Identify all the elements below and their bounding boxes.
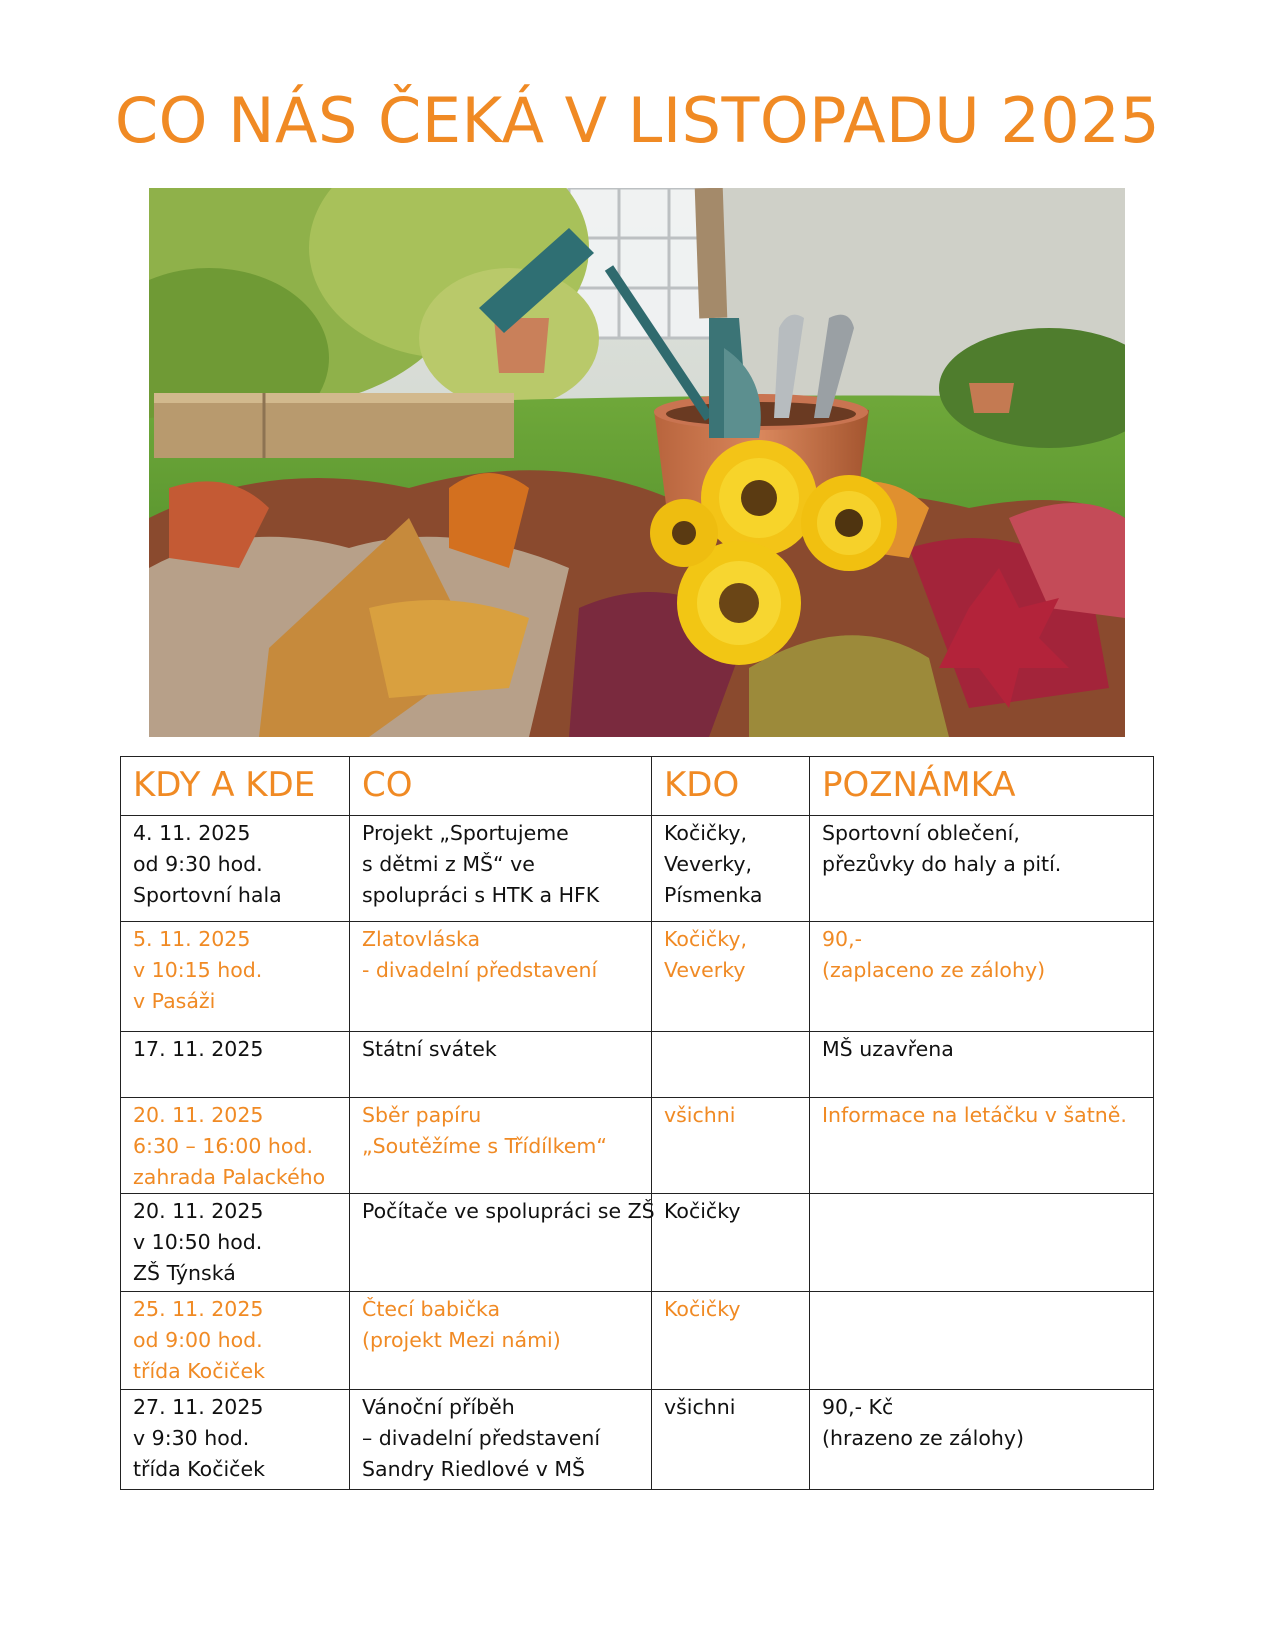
cell-kdy-a-kde: 25. 11. 2025 od 9:00 hod. třída Kočiček [121, 1292, 350, 1390]
events-table [120, 756, 1154, 1490]
cell-poznamka [810, 1194, 1154, 1292]
cell-poznamka [810, 1292, 1154, 1390]
header-kdy-a-kde: KDY A KDE [121, 757, 350, 816]
cell-poznamka: Sportovní oblečení, přezůvky do haly a pití. [810, 816, 1154, 922]
cell-poznamka: MŠ uzavřena [810, 1032, 1154, 1098]
cell-co: Zlatovláska - divadelní představení [350, 922, 652, 1032]
header-kdo: KDO [652, 757, 810, 816]
cell-co: Projekt „Sportujeme s dětmi z MŠ“ ve spolupráci s HTK a HFK [350, 816, 652, 922]
table-row [121, 816, 1154, 922]
autumn-garden-photo [149, 188, 1125, 737]
table-row [121, 1194, 1154, 1292]
cell-co: Vánoční příběh – divadelní představení Sandry Riedlové v MŠ [350, 1390, 652, 1490]
cell-kdy-a-kde: 4. 11. 2025 od 9:30 hod. Sportovní hala [121, 816, 350, 922]
cell-kdy-a-kde: 20. 11. 2025 6:30 – 16:00 hod. zahrada Palackého [121, 1098, 350, 1194]
cell-co: Počítače ve spolupráci se ZŠ [350, 1194, 652, 1292]
cell-kdo [652, 1032, 810, 1098]
cell-kdo: všichni [652, 1098, 810, 1194]
cell-co: Sběr papíru „Soutěžíme s Třídílkem“ [350, 1098, 652, 1194]
cell-kdy-a-kde: 27. 11. 2025 v 9:30 hod. třída Kočiček [121, 1390, 350, 1490]
table-row [121, 922, 1154, 1032]
table-row [121, 1390, 1154, 1490]
table-header-row [121, 757, 1154, 816]
cell-kdy-a-kde: 5. 11. 2025 v 10:15 hod. v Pasáži [121, 922, 350, 1032]
header-co: CO [350, 757, 652, 816]
table-row [121, 1098, 1154, 1194]
cell-kdo: Kočičky [652, 1292, 810, 1390]
header-poznamka: POZNÁMKA [810, 757, 1154, 816]
cell-kdo: všichni [652, 1390, 810, 1490]
table-row [121, 1032, 1154, 1098]
cell-co: Čtecí babička (projekt Mezi námi) [350, 1292, 652, 1390]
cell-kdy-a-kde: 20. 11. 2025 v 10:50 hod. ZŠ Týnská [121, 1194, 350, 1292]
cell-poznamka: 90,- (zaplaceno ze zálohy) [810, 922, 1154, 1032]
cell-co: Státní svátek [350, 1032, 652, 1098]
cell-kdo: Kočičky [652, 1194, 810, 1292]
cell-poznamka: Informace na letáčku v šatně. [810, 1098, 1154, 1194]
cell-kdy-a-kde: 17. 11. 2025 [121, 1032, 350, 1098]
cell-poznamka: 90,- Kč (hrazeno ze zálohy) [810, 1390, 1154, 1490]
page-title: CO NÁS ČEKÁ V LISTOPADU 2025 [114, 84, 1161, 157]
cell-kdo: Kočičky, Veverky [652, 922, 810, 1032]
table-row [121, 1292, 1154, 1390]
cell-kdo: Kočičky, Veverky, Písmenka [652, 816, 810, 922]
